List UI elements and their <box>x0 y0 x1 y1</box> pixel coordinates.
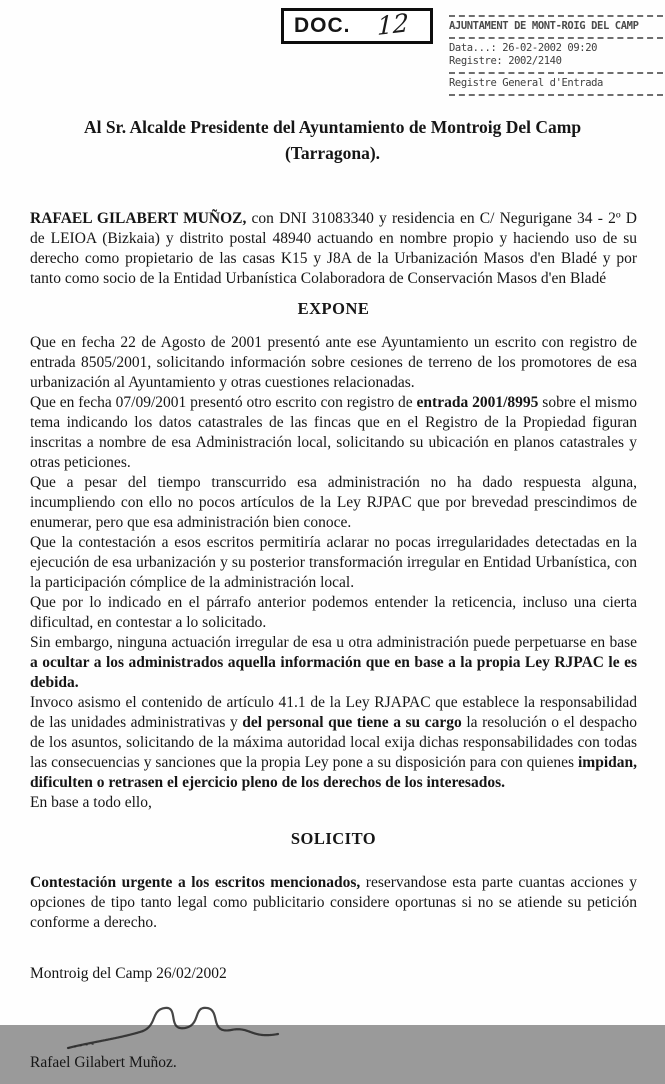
registry-stamp <box>449 12 663 99</box>
expone-heading: EXPONE <box>30 299 637 319</box>
place-date-line: Montroig del Camp 26/02/2002 <box>30 965 637 983</box>
expone-paragraph-1: Que en fecha 22 de Agosto de 2001 presentó ante ese Ayuntamiento un escrito con registro de entrada 8505/2001, solicitando información sobre cesiones de terreno de los promotores de esa urbanización al Ayuntamiento y otras cuestiones relacionadas. <box>30 333 637 393</box>
solicito-heading: SOLICITO <box>30 829 637 849</box>
signature-block <box>30 998 637 1084</box>
title-line-2: (Tarragona). <box>285 143 380 163</box>
intro-paragraph: RAFAEL GILABERT MUÑOZ, con DNI 31083340 y residencia en C/ Negurigane 34 - 2º D de LEIOA (Bizkaia) y distrito postal 48940 actuando en nombre propio y haciendo uso de su derecho como propietario de las casas K15 y J8A de la Urbanización Masos d'en Bladé y por tanto como socio de la Entidad Urbanística Colaboradora de Conservación Masos d'en Bladé <box>30 209 637 289</box>
stamp-divider <box>449 94 663 96</box>
expone-paragraph-3: Que a pesar del tiempo transcurrido esa administración no ha dado respuesta alguna, incumpliendo con ello no pocos artículos de la Ley RJPAC que por brevedad prescindimos de enumerar, pero que esa administración bien conoce. <box>30 473 637 533</box>
expone-paragraph-8: En base a todo ello, <box>30 793 637 813</box>
signature-name: Rafael Gilabert Muñoz. <box>30 1054 177 1072</box>
document-header <box>0 0 665 98</box>
doc-label: DOC. <box>294 14 351 38</box>
expone-paragraph-7: Invoco asismo el contenido de artículo 41.1 de la Ley RJAPAC que establece la responsabilidad de las unidades administrativas y del personal que tiene a su cargo la resolución o el despacho de los asuntos, solicitando de la máxima autoridad local exija dichas responsabilidades con todas las consecuencias y sanciones que la propia Ley pone a su disposición para con quienes impidan, dificulten o retrasen el ejercicio pleno de los derechos de los interesados. <box>30 693 637 793</box>
stamp-date-line: Data...: 26-02-2002 09:20 <box>449 42 663 56</box>
stamp-divider <box>449 15 663 17</box>
stamp-divider <box>449 72 663 74</box>
signature-scribble <box>64 998 284 1056</box>
doc-number-box <box>281 8 433 44</box>
solicito-paragraph-1: Contestación urgente a los escritos mencionados, reservandose esta parte cuantas acciones y opciones de tipo tanto legal como publicitario considere oportunas si no se atiende su petición conforme a derecho. <box>30 873 637 933</box>
expone-paragraph-5: Que por lo indicado en el párrafo anterior podemos entender la reticencia, incluso una cierta dificultad, en contestar a lo solicitado. <box>30 593 637 633</box>
stamp-org-line: AJUNTAMENT DE MONT-ROIG DEL CAMP <box>449 20 663 34</box>
expone-paragraph-6: Sin embargo, ninguna actuación irregular de esa u otra administración puede perpetuarse en base a ocultar a los administrados aquella información que en base a la propia Ley RJPAC le es debida. <box>30 633 637 693</box>
expone-paragraph-4: Que la contestación a esos escritos permitiría aclarar no pocas irregularidades detectadas en la ejecución de esa urbanización y su posterior transformación irregular en Entidad Urbanística, con la participación cómplice de la administración local. <box>30 533 637 593</box>
title-line-1: Al Sr. Alcalde Presidente del Ayuntamiento de Montroig Del Camp <box>84 117 581 137</box>
page-title <box>0 114 665 167</box>
expone-paragraph-2: Que en fecha 07/09/2001 presentó otro escrito con registro de entrada 2001/8995 sobre el mismo tema indicando los datos catastrales de las fincas que en el Registro de la Propiedad figuran inscritas a nombre de esa Administración local, solicitando su ubicación en planos catastrales y otras peticiones. <box>30 393 637 473</box>
stamp-register-line: Registre: 2002/2140 <box>449 55 663 69</box>
doc-number-handwritten: 12 <box>376 7 408 40</box>
stamp-footer-line: Registre General d'Entrada <box>449 77 663 91</box>
stamp-divider <box>449 37 663 39</box>
letter-body <box>0 209 665 1084</box>
